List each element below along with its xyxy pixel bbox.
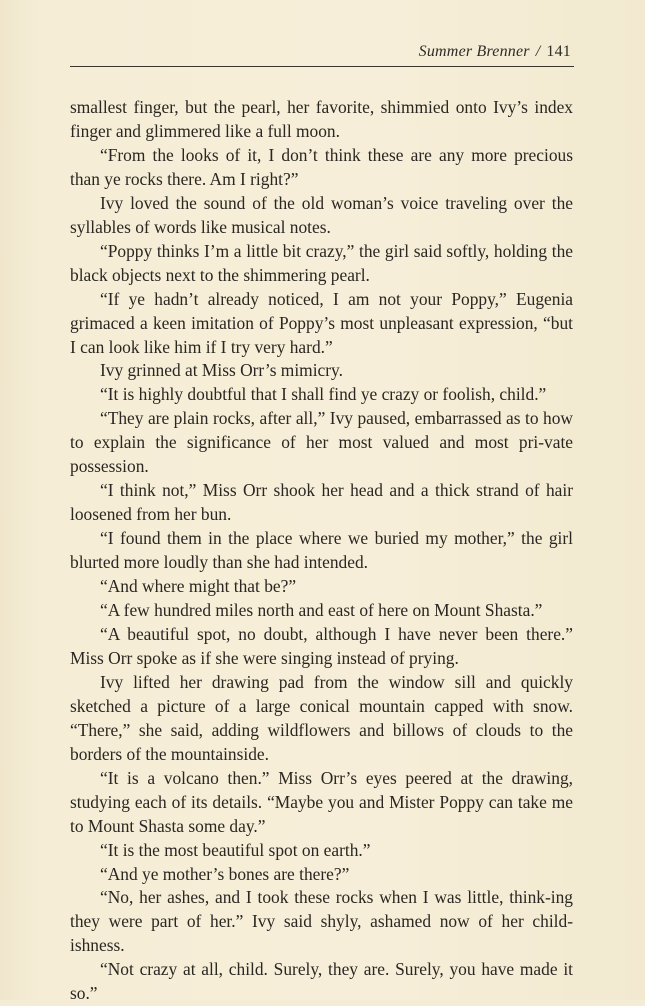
paragraph: smallest finger, but the pearl, her favorite, shimmied onto Ivy’s index finger and glimmered like a full moon.	[70, 97, 573, 141]
paragraph: “I think not,” Miss Orr shook her head and a thick strand of hair loosened from her bun.	[70, 480, 573, 525]
header-rule	[70, 66, 574, 67]
header-separator: /	[535, 43, 541, 60]
paragraph: “It is the most beautiful spot on earth.”	[100, 839, 371, 860]
paragraph: Ivy grinned at Miss Orr’s mimicry.	[100, 360, 343, 381]
paragraph: Ivy loved the sound of the old woman’s voice traveling over the syllables of words like musical notes.	[70, 192, 573, 237]
paragraph: “It is highly doubtful that I shall find ye crazy or foolish, child.”	[100, 384, 547, 405]
paragraph: “And where might that be?”	[100, 576, 297, 597]
paragraph: “And ye mother’s bones are there?”	[100, 863, 350, 884]
paragraph: “Not crazy at all, child. Surely, they are. Surely, you have made it so.”	[70, 959, 573, 1004]
paragraph: “If ye hadn’t already noticed, I am not your Poppy,” Eugenia grimaced a keen imitation of Poppy’s most unpleasant expression, “but I can look like him if I try very hard.”	[70, 288, 573, 357]
paragraph: “They are plain rocks, after all,” Ivy paused, embarrassed as to how to explain the significance of her most valued and most pri-vate possession.	[70, 408, 573, 477]
page-number: 141	[546, 43, 571, 60]
body-text	[70, 96, 573, 1006]
paragraph: “A few hundred miles north and east of here on Mount Shasta.”	[100, 600, 543, 621]
running-head	[419, 43, 571, 61]
paragraph: “It is a volcano then.” Miss Orr’s eyes peered at the drawing, studying each of its details. “Maybe you and Mister Poppy can take me to Mount Shasta some day.”	[70, 767, 573, 836]
paragraph: “From the looks of it, I don’t think these are any more precious than ye rocks there. Am I right?”	[70, 144, 573, 189]
paragraph: “A beautiful spot, no doubt, although I have never been there.” Miss Orr spoke as if she were singing instead of prying.	[70, 623, 573, 668]
paragraph: “I found them in the place where we buried my mother,” the girl blurted more loudly than she had intended.	[70, 528, 573, 573]
paragraph: “Poppy thinks I’m a little bit crazy,” the girl said softly, holding the black objects next to the shimmering pearl.	[70, 240, 573, 285]
author-name: Summer Brenner	[418, 43, 530, 60]
paragraph: Ivy lifted her drawing pad from the window sill and quickly sketched a picture of a large conical mountain capped with snow. “There,” she said, adding wildflowers and billows of clouds to the borders of the mountainside.	[70, 671, 573, 764]
paragraph: “No, her ashes, and I took these rocks when I was little, think-ing they were part of her.” Ivy said shyly, ashamed now of her child-ishness.	[70, 887, 573, 956]
